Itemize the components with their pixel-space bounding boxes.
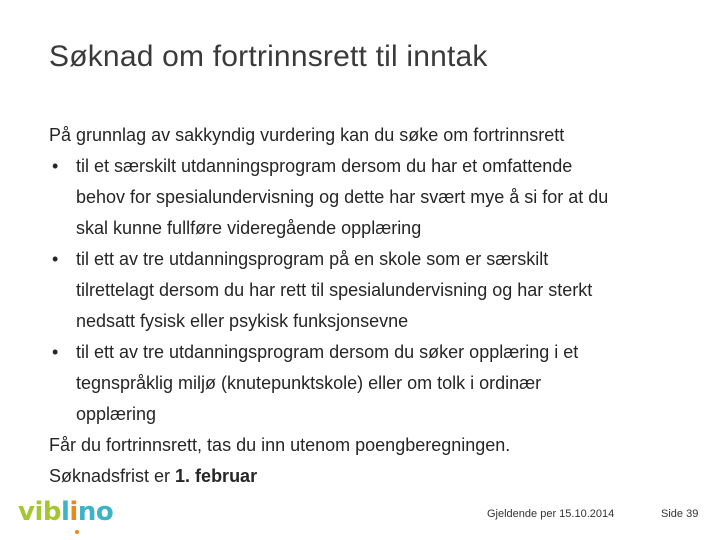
logo-part: i	[69, 497, 78, 527]
bullet-line: behov for spesialundervisning og dette har svært mye å si for at du	[76, 187, 609, 207]
slide-title: Søknad om fortrinnsrett til inntak	[49, 40, 488, 73]
logo-part: no	[77, 497, 114, 527]
bullet-line: til ett av tre utdanningsprogram på en skole som er særskilt	[76, 249, 549, 269]
bullet-line: nedsatt fysisk eller psykisk funksjonsevne	[76, 311, 409, 331]
bullet-line: skal kunne fullføre videregående opplæring	[76, 218, 422, 238]
bullet-line: opplæring	[76, 404, 157, 424]
bullet-icon: •	[52, 249, 59, 269]
bullet-item	[49, 244, 689, 337]
bullet-list	[49, 151, 689, 430]
logo-part: vib	[18, 497, 61, 527]
logo-dot-icon	[75, 530, 79, 534]
vilbo-logo	[18, 497, 113, 527]
bullet-line: tilrettelagt dersom du har rett til spesialundervisning og har sterkt	[76, 280, 593, 300]
bullet-item	[49, 337, 689, 430]
intro-text: På grunnlag av sakkyndig vurdering kan du søke om fortrinnsrett	[49, 125, 565, 145]
bullet-line: tegnspråklig miljø (knutepunktskole) eller om tolk i ordinær	[76, 373, 542, 393]
page-number: Side 39	[661, 508, 699, 520]
bullet-item	[49, 151, 689, 244]
deadline-label: Søknadsfrist er	[49, 466, 176, 486]
note-text: Får du fortrinnsrett, tas du inn utenom poengberegningen.	[49, 435, 511, 455]
deadline-date: 1. februar	[175, 466, 258, 486]
slide-body	[49, 120, 689, 492]
bullet-icon: •	[52, 342, 59, 362]
bullet-icon: •	[52, 156, 59, 176]
deadline-text	[49, 461, 689, 492]
logo-part: l	[60, 497, 70, 527]
footer-date: Gjeldende per 15.10.2014	[487, 508, 615, 520]
bullet-line: til et særskilt utdanningsprogram dersom du har et omfattende	[76, 156, 573, 176]
bullet-line: til ett av tre utdanningsprogram dersom du søker opplæring i et	[76, 342, 579, 362]
